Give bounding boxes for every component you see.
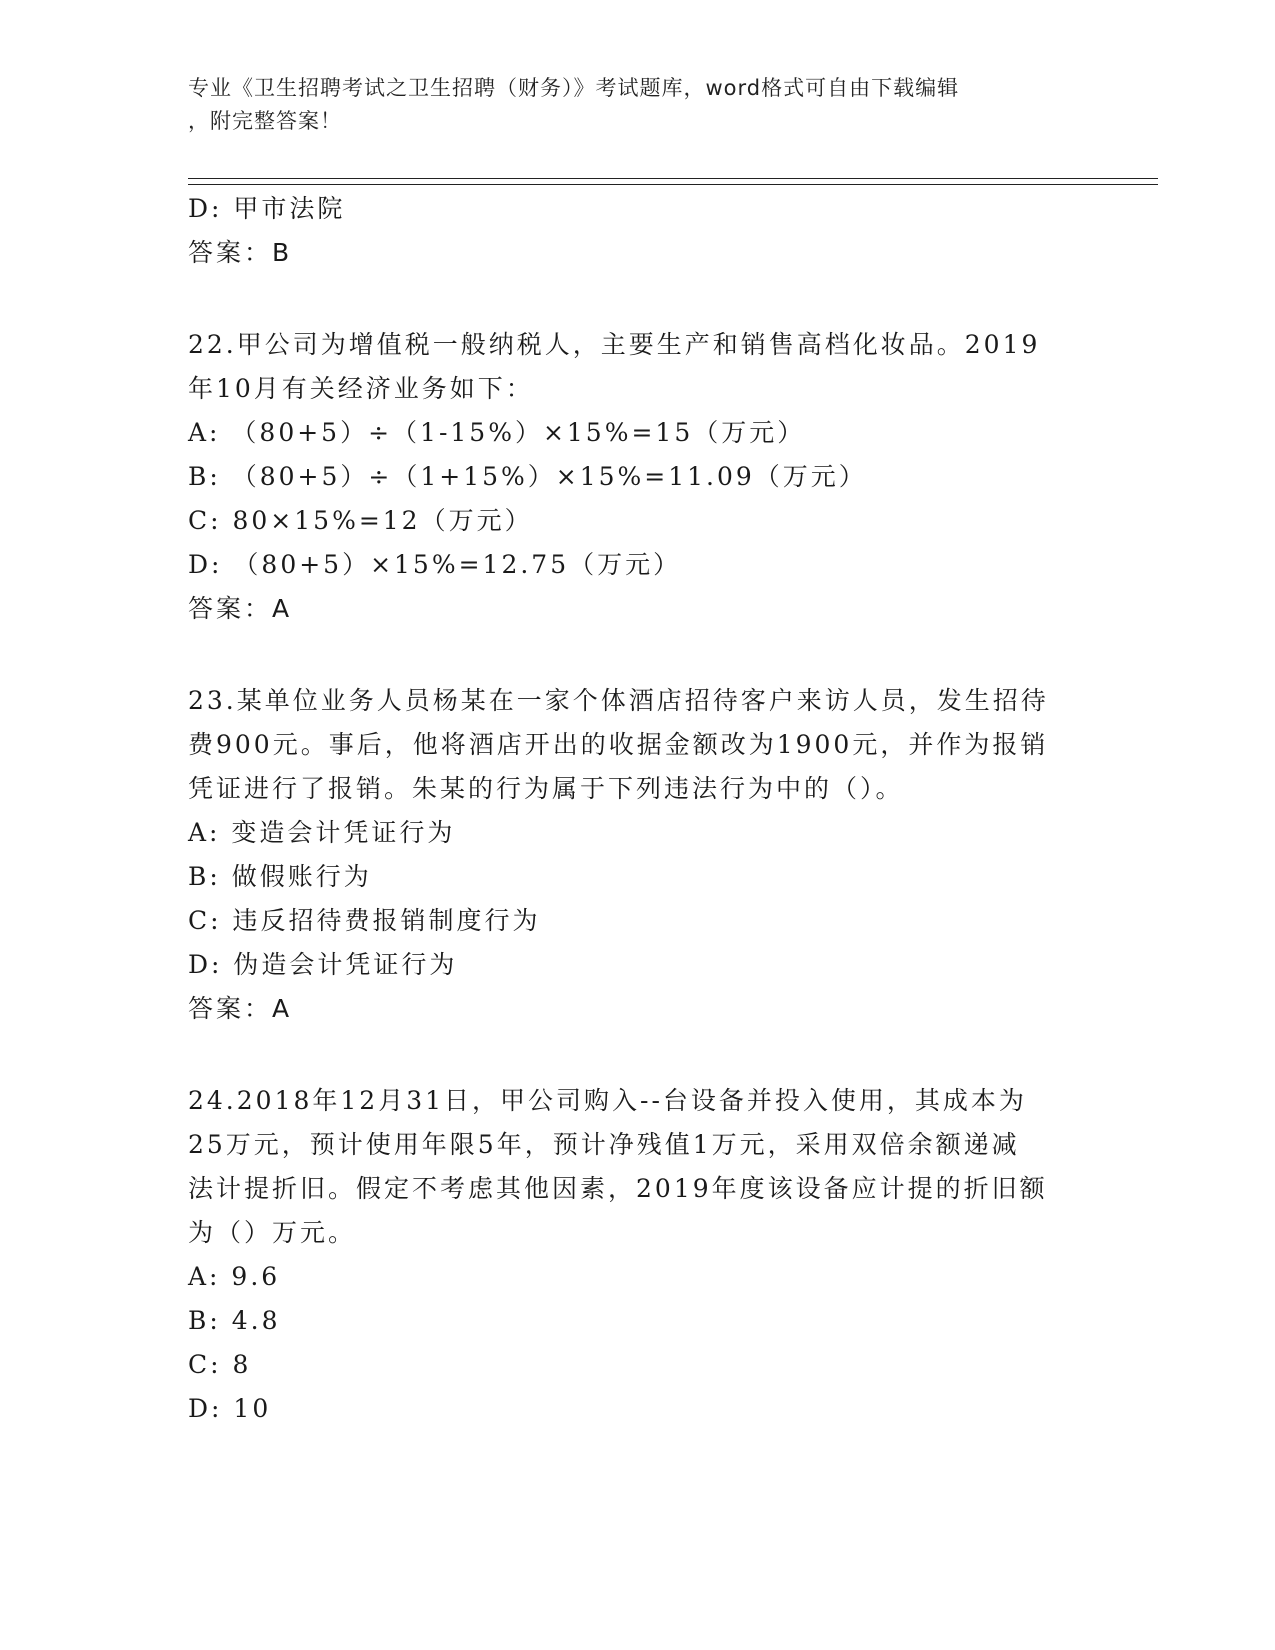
q23-stem-line-1: 23.某单位业务人员杨某在一家个体酒店招待客户来访人员，发生招待: [188, 686, 1049, 715]
q24-option-a: A: 9.6: [188, 1262, 281, 1291]
q23-option-d: D: 伪造会计凭证行为: [188, 950, 458, 979]
q22-option-a: A: （80+5）÷（1-15%）×15%=15（万元）: [188, 418, 806, 447]
q23-stem-line-3: 凭证进行了报销。朱某的行为属于下列违法行为中的（）。: [188, 774, 904, 803]
q23-stem-line-2: 费900元。事后，他将酒店开出的收据金额改为1900元，并作为报销: [188, 730, 1049, 759]
q24-option-d: D: 10: [188, 1394, 272, 1423]
q23-option-c: C: 违反招待费报销制度行为: [188, 906, 541, 935]
document-header: [188, 72, 1068, 138]
header-line-2: ，附完整答案！: [188, 109, 342, 133]
q22-option-b: B: （80+5）÷（1+15%）×15%=11.09（万元）: [188, 462, 867, 491]
q23-option-b: B: 做假账行为: [188, 862, 372, 891]
q22-option-c: C: 80×15%=12（万元）: [188, 506, 533, 535]
header-line-1: 专业《卫生招聘考试之卫生招聘（财务）》考试题库，word格式可自由下载编辑: [188, 76, 960, 100]
q24-stem-line-2: 25万元，预计使用年限5年，预计净残值1万元，采用双倍余额递减: [188, 1130, 1020, 1159]
q22-stem-line-2: 年10月有关经济业务如下：: [188, 374, 534, 403]
q22-answer: 答案：A: [188, 594, 293, 623]
q24-stem-line-1: 24.2018年12月31日，甲公司购入--台设备并投入使用，其成本为: [188, 1086, 1027, 1115]
q23-option-a: A: 变造会计凭证行为: [188, 818, 456, 847]
q24-stem-line-3: 法计提折旧。假定不考虑其他因素，2019年度该设备应计提的折旧额: [188, 1174, 1048, 1203]
q21-answer: 答案：B: [188, 238, 293, 267]
q23-answer: 答案：A: [188, 994, 293, 1023]
q21-option-d: D: 甲市法院: [188, 194, 346, 223]
header-divider-bottom: [188, 184, 1158, 185]
q24-option-c: C: 8: [188, 1350, 252, 1379]
q24-stem-line-4: 为（）万元。: [188, 1218, 357, 1247]
q22-option-d: D: （80+5）×15%=12.75（万元）: [188, 550, 682, 579]
q24-option-b: B: 4.8: [188, 1306, 281, 1335]
header-divider-top: [188, 178, 1158, 179]
q22-stem-line-1: 22.甲公司为增值税一般纳税人，主要生产和销售高档化妆品。2019: [188, 330, 1041, 359]
